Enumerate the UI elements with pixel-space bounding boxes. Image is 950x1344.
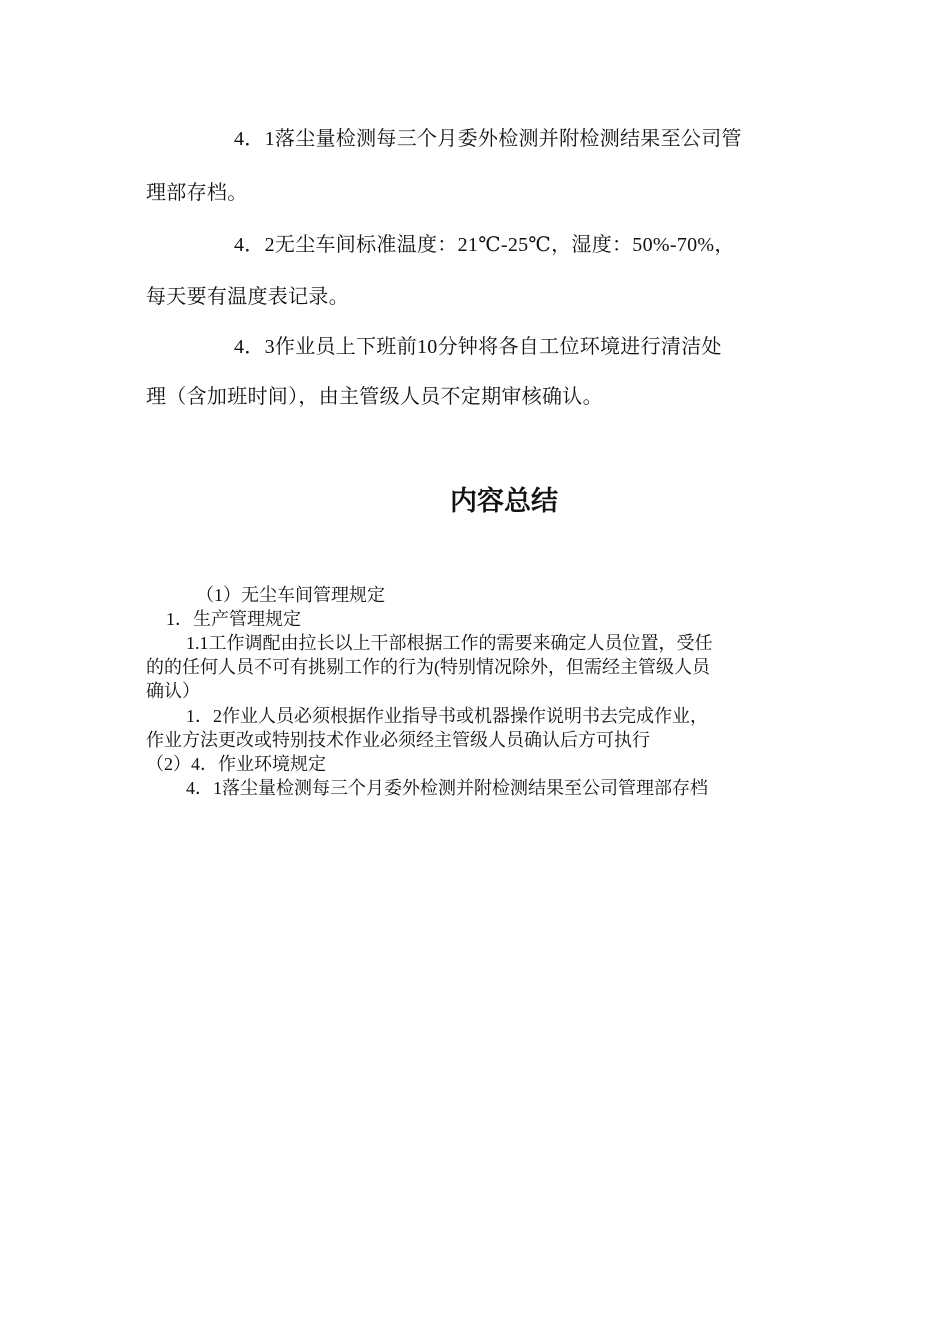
paragraph-4-2-line-2: 每天要有温度表记录。	[146, 286, 349, 308]
summary-line: 4．1落尘量检测每三个月委外检测并附检测结果至公司管理部存档	[186, 778, 708, 798]
summary-title: 内容总结	[450, 486, 558, 516]
summary-line: 的的任何人员不可有挑剔工作的行为(特别情况除外，但需经主管级人员	[146, 657, 710, 677]
summary-line: 1．2作业人员必须根据作业指导书或机器操作说明书去完成作业，	[186, 706, 708, 726]
paragraph-4-3-line-1: 4．3作业员上下班前10分钟将各自工位环境进行清洁处	[234, 336, 722, 358]
summary-line: （1）无尘车间管理规定	[196, 585, 385, 605]
summary-line: 1．生产管理规定	[166, 609, 301, 629]
paragraph-4-1-line-2: 理部存档。	[146, 182, 248, 204]
paragraph-4-1-line-1: 4．1落尘量检测每三个月委外检测并附检测结果至公司管	[234, 128, 742, 150]
paragraph-4-2-line-1: 4．2无尘车间标准温度：21℃-25℃，湿度：50%-70%，	[234, 234, 735, 256]
summary-line: 确认）	[146, 681, 200, 701]
summary-line: （2）4．作业环境规定	[146, 754, 326, 774]
paragraph-4-3-line-2: 理（含加班时间），由主管级人员不定期审核确认。	[146, 386, 603, 408]
summary-line: 1.1工作调配由拉长以上干部根据工作的需要来确定人员位置，受任	[186, 633, 713, 653]
summary-line: 作业方法更改或特别技术作业必须经主管级人员确认后方可执行	[146, 730, 650, 750]
